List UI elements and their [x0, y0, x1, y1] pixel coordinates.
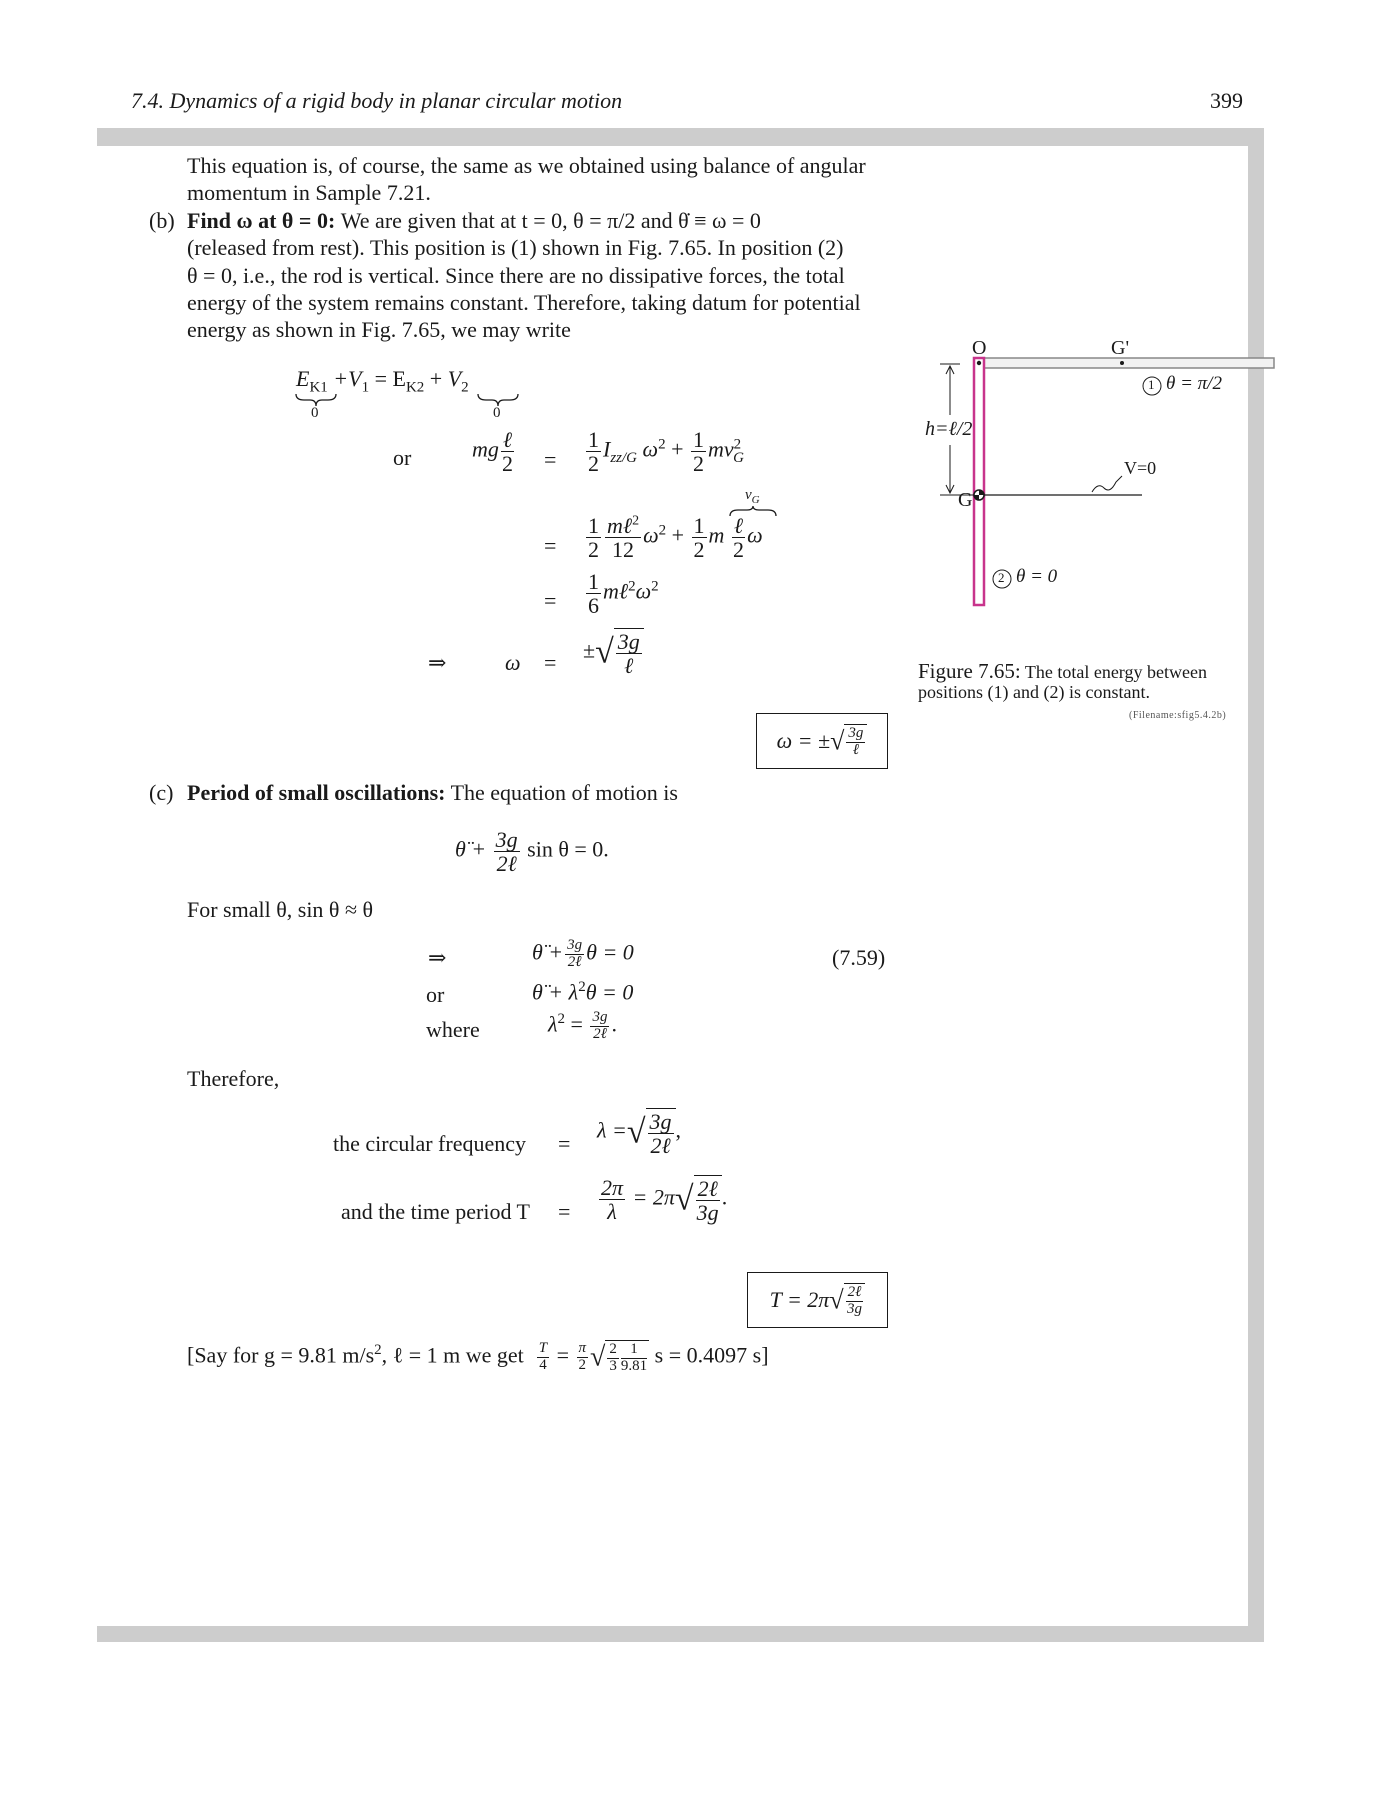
position-1-label: θ = π/2 — [1166, 373, 1222, 394]
g-prime-dot — [1120, 361, 1124, 365]
paragraph-line: Period of small oscillations: The equation of motion is — [187, 780, 678, 805]
eq-rhs-expanded: $\frac{1}{2}$ $\frac{m\ell^2}{12}$ $\omega^2$ + $\frac{1}{2}$ m $\frac{\text{ℓ}}{2}$ ω — [588, 513, 763, 563]
equals-sign: = — [544, 533, 557, 558]
underbrace-zero: 0 — [311, 405, 319, 421]
item-label-b: (b) — [149, 208, 175, 233]
eq-rhs-kinetic: $\frac{1}{2}$ $I_{zz/G}$ $\omega^2$ + $\frac{1}{2}$ $mv^2_G$ — [588, 427, 744, 477]
figure-caption: Figure 7.65: The total energy between — [918, 659, 1207, 683]
paragraph-line: energy as shown in Fig. 7.65, we may write — [187, 317, 571, 342]
position-2-label: θ = 0 — [1016, 566, 1058, 587]
lambda-definition: $\lambda^2$ = $\frac{3g}{\text{2ℓ}}$ . — [548, 1009, 617, 1042]
omega-result: ±√ $\frac{3g}{\text{ℓ}}$ — [583, 628, 644, 677]
label-G-prime: G' — [1111, 337, 1130, 359]
paragraph-line: For small θ, sin θ ≈ θ — [187, 897, 374, 922]
vertical-rod — [974, 358, 984, 605]
paragraph-line: Find ω at θ = 0: We are given that at t = 0, θ = π/2 and θ̇ ≡ ω = 0 — [187, 208, 761, 233]
running-header: 7.4. Dynamics of a rigid body in planar circular motion — [131, 88, 623, 113]
paragraph-line: momentum in Sample 7.21. — [187, 180, 431, 205]
word-or: or — [426, 982, 445, 1007]
paragraph-line: θ = 0, i.e., the rod is vertical. Since there are no dissipative forces, the total — [187, 263, 845, 288]
eq-lhs-mg: mg $\frac{\text{ℓ}}{2}$ — [472, 427, 513, 477]
period-value: $\frac{2\pi}{\lambda}$ = 2π√ $\frac{\text{2ℓ}}{3g}$ . — [601, 1175, 728, 1226]
equals-sign: = — [544, 447, 557, 472]
label-G: G — [958, 489, 973, 511]
label-datum: V=0 — [1124, 458, 1157, 478]
energy-equation: $E_{K1} +V_1 = E_{K2} + V_2$ — [296, 366, 469, 396]
boxed-omega-result: ω = ± √ $\frac{3g}{\text{ℓ}}$ — [756, 713, 888, 769]
boxed-period-result: T = 2π √ $\frac{\text{2ℓ}}{3g}$ — [747, 1272, 888, 1328]
figure-caption-line2: positions (1) and (2) is constant. — [918, 682, 1150, 702]
figure-filename: (Filename:sfig5.4.2b) — [1129, 710, 1227, 721]
omega-symbol: ω — [505, 650, 521, 675]
paragraph-line: energy of the system remains constant. Therefore, taking datum for potential — [187, 290, 861, 315]
frame-top-bar — [97, 128, 1264, 146]
linearized-equation: θ̈ + $\frac{3g}{\text{2ℓ}}$ θ = 0 — [532, 937, 634, 970]
numeric-example: [Say for g = 9.81 $m/s^2$, ℓ = 1 m we get $\frac{T}{4}$ = $\frac{\pi}{2}$ √ $\frac{2}{3}$ $\frac{1}{9.81}$ s = 0.4097 s] — [187, 1340, 769, 1374]
equals-sign: = — [544, 650, 557, 675]
overbrace-label: $v_G$ — [745, 487, 760, 506]
underbrace-zero: 0 — [493, 405, 501, 421]
position-2-number: 2 — [998, 570, 1005, 585]
equals-sign: = — [544, 588, 557, 613]
label-O: O — [972, 337, 987, 359]
frequency-value: λ =√ $\frac{3g}{\text{2ℓ}}$ , — [597, 1109, 682, 1159]
page-number: 399 — [1210, 88, 1243, 113]
label-h: h=ℓ/2 — [925, 418, 973, 440]
word-or: or — [393, 445, 412, 470]
equals-sign: = — [558, 1199, 571, 1224]
eq-rhs-simplified: $\frac{1}{6}$ $m\ell^2\omega^2$ — [588, 569, 659, 619]
figure-rod-pendulum — [920, 330, 1280, 630]
implies-arrow: ⇒ — [428, 650, 447, 675]
frequency-label: the circular frequency — [333, 1131, 526, 1156]
item-label-c: (c) — [149, 780, 174, 805]
equation-number: (7.59) — [832, 945, 886, 970]
datum-pointer — [1092, 476, 1122, 492]
position-1-number: 1 — [1148, 377, 1155, 392]
equals-sign: = — [558, 1131, 571, 1156]
paragraph-line: (released from rest). This position is (1) shown in Fig. 7.65. In position (2) — [187, 235, 844, 260]
paragraph-line: Therefore, — [187, 1066, 280, 1091]
period-label: and the time period T — [341, 1199, 530, 1224]
equation-of-motion: θ̈ + $\frac{3g}{\text{2ℓ}}$ sin θ = 0. — [455, 827, 609, 877]
word-where: where — [426, 1017, 480, 1042]
frame-bottom-bar — [97, 1626, 1264, 1642]
implies-arrow: ⇒ — [428, 945, 447, 970]
pivot-marker — [977, 361, 981, 365]
underbraces — [294, 392, 524, 408]
paragraph-line: This equation is, of course, the same as we obtained using balance of angular — [187, 153, 866, 178]
shm-equation: θ̈ + $\lambda^2\theta = 0$ — [532, 979, 634, 1005]
